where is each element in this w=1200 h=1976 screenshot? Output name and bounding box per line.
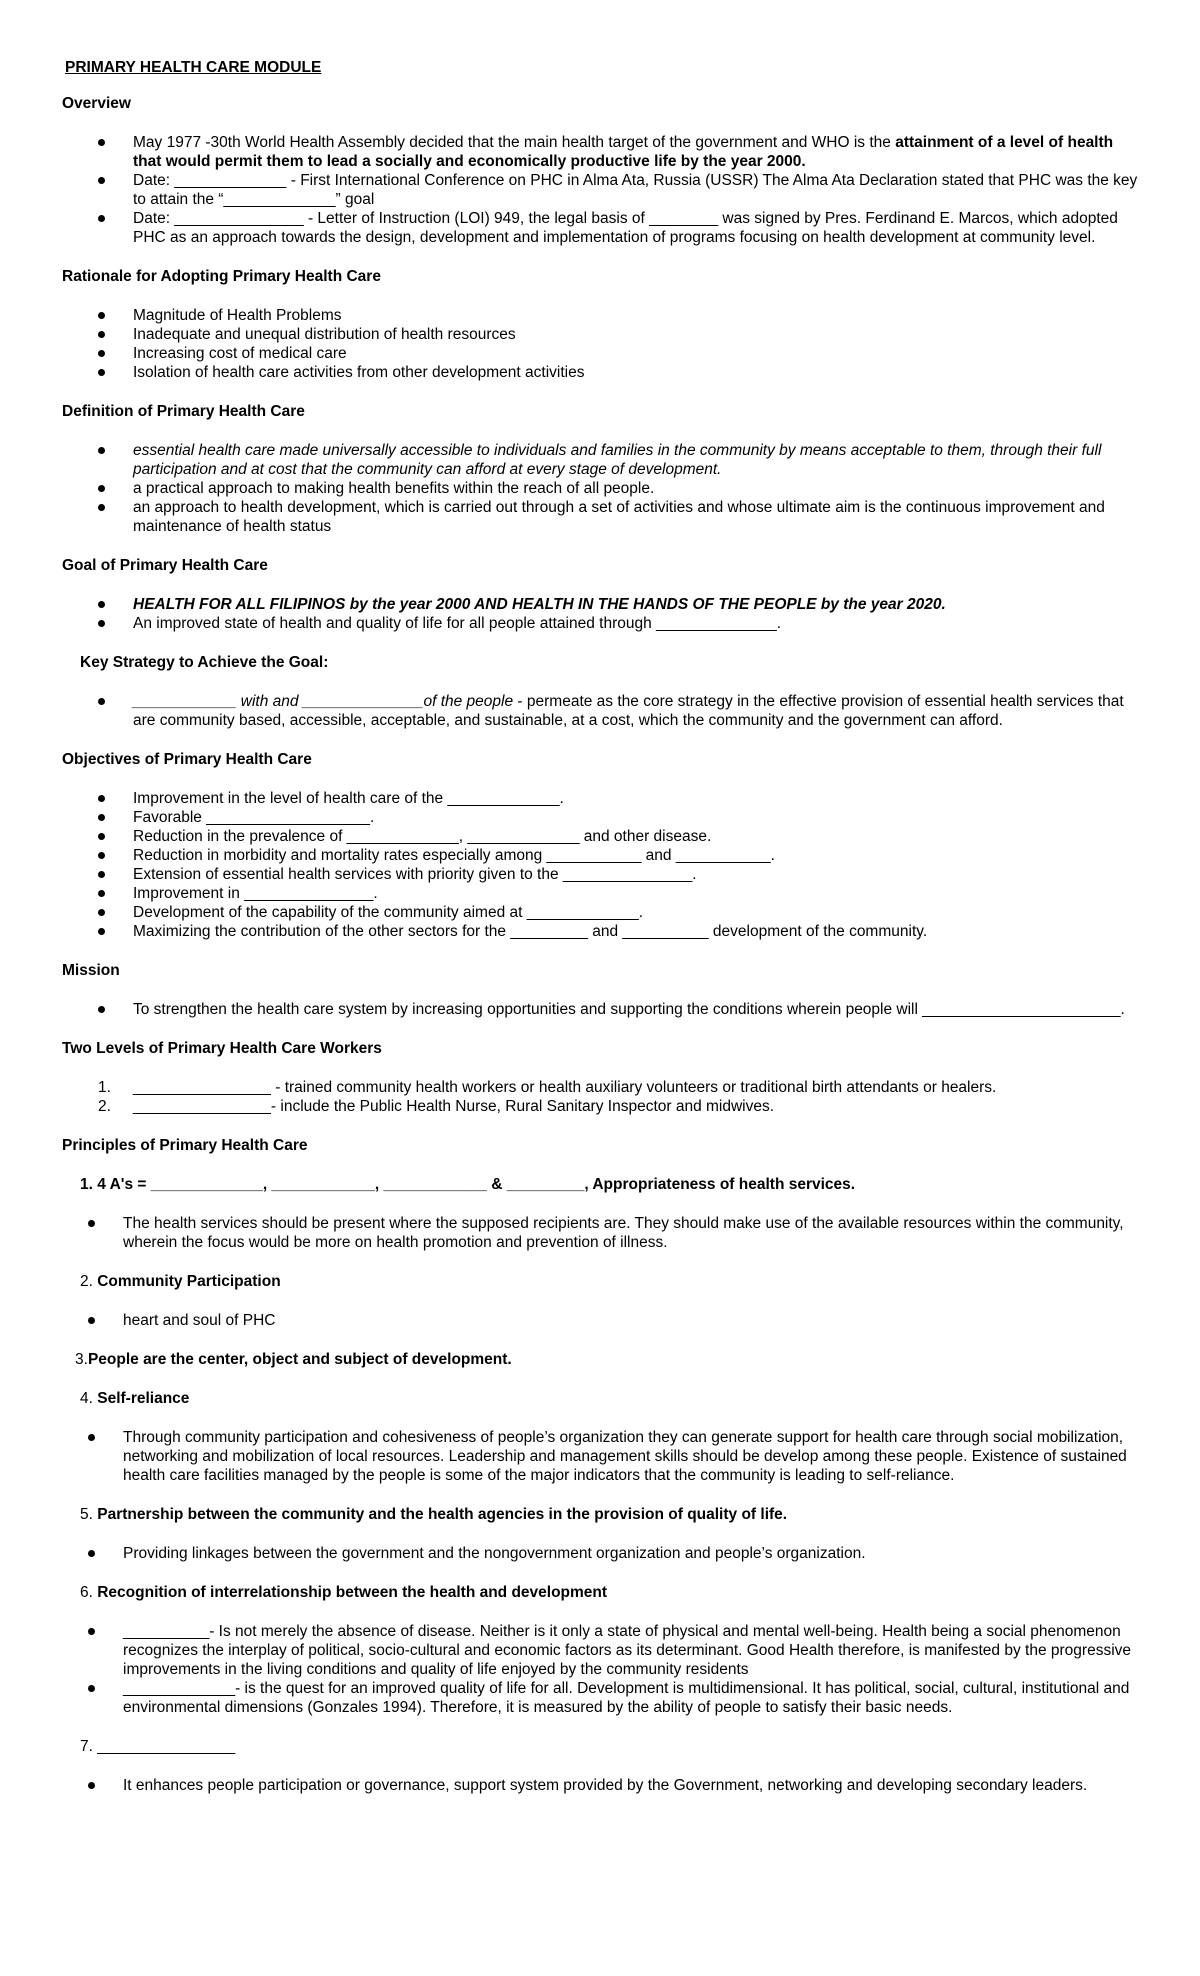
principle-1-list (62, 1214, 1142, 1252)
list-item: The health services should be present where the supposed recipients are. They should make use of the available resources within the community, wherein the focus would be more on health promotion and prevention of illness. (62, 1214, 1142, 1252)
principle-5-list (62, 1544, 1142, 1563)
overview-heading: Overview (62, 95, 131, 112)
principle-self-reliance: 4. Self-reliance (80, 1390, 190, 1407)
list-item: heart and soul of PHC (62, 1311, 1142, 1330)
list-item: essential health care made universally accessible to individuals and families in the community by means acceptable to them, through their full participation and at cost that the community can afford at every stage of development. (62, 441, 1142, 479)
list-item: Through community participation and cohesiveness of people’s organization they can generate support for health care through social mobilization, networking and mobilization of local resources. Leadership and management skills should be develop among these people. Existence of sustained health care facilities managed by the people is some of the major indicators that the community is leading to self-reliance. (62, 1428, 1142, 1485)
principle-6-list (62, 1622, 1142, 1717)
definition-heading: Definition of Primary Health Care (62, 403, 305, 420)
objectives-heading: Objectives of Primary Health Care (62, 751, 312, 768)
rationale-list (62, 306, 1142, 382)
principle-community-participation: 2. Community Participation (80, 1273, 281, 1290)
list-item: Providing linkages between the government and the nongovernment organization and people’s organization. (62, 1544, 1142, 1563)
list-item: Increasing cost of medical care (62, 344, 1142, 363)
list-item: Isolation of health care activities from other development activities (62, 363, 1142, 382)
list-item: HEALTH FOR ALL FILIPINOS by the year 2000 AND HEALTH IN THE HANDS OF THE PEOPLE by the year 2020. (62, 595, 1142, 614)
principle-people-center: 3.People are the center, object and subject of development. (75, 1351, 512, 1368)
list-item: Inadequate and unequal distribution of health resources (62, 325, 1142, 344)
levels-heading: Two Levels of Primary Health Care Workers (62, 1040, 382, 1057)
list-item: An improved state of health and quality of life for all people attained through ______________. (62, 614, 1142, 633)
list-item: _____________- is the quest for an improved quality of life for all. Development is multidimensional. It has political, social, cultural, institutional and environmental dimensions (Gonzales 1994). Therefore, it is measured by the ability of people to satisfy their basic needs. (62, 1679, 1142, 1717)
list-item: Date: _____________ - First International Conference on PHC in Alma Ata, Russia (USSR) The Alma Ata Declaration stated that PHC was the key to attain the “_____________” goal (62, 171, 1142, 209)
goal-list (62, 595, 1142, 633)
list-item: To strengthen the health care system by increasing opportunities and supporting the conditions wherein people will _______________________. (62, 1000, 1142, 1019)
principle-4-list (62, 1428, 1142, 1485)
strategy-list (62, 692, 1142, 730)
objectives-list (62, 789, 1142, 941)
document-page (62, 58, 1142, 1815)
list-item: Improvement in _______________. (62, 884, 1142, 903)
list-item: Maximizing the contribution of the other sectors for the _________ and __________ development of the community. (62, 922, 1142, 941)
principle-2-list (62, 1311, 1142, 1330)
key-strategy-heading: Key Strategy to Achieve the Goal: (80, 654, 329, 671)
principle-4-as: 1. 4 A's = _____________, ____________, ____________ & _________, Appropriateness of health services. (80, 1176, 856, 1193)
list-item: May 1977 -30th World Health Assembly decided that the main health target of the government and WHO is the attainment of a level of health that would permit them to lead a socially and economically productive life by the year 2000. (62, 133, 1142, 171)
list-item: __________- Is not merely the absence of disease. Neither is it only a state of physical and mental well-being. Health being a social phenomenon recognizes the interplay of political, socio-cultural and economic factors as its determinant. Good Health therefore, is manifested by the progressive improvements in the living conditions and quality of life enjoyed by the community residents (62, 1622, 1142, 1679)
principle-7: 7. ________________ (80, 1738, 236, 1755)
list-item: Favorable ___________________. (62, 808, 1142, 827)
principle-partnership: 5. Partnership between the community and the health agencies in the provision of quality of life. (80, 1506, 788, 1523)
list-item: 2. ________________- include the Public Health Nurse, Rural Sanitary Inspector and midwives. (98, 1098, 775, 1115)
document-title: PRIMARY HEALTH CARE MODULE (65, 59, 322, 76)
list-item: 1. ________________ - trained community health workers or health auxiliary volunteers or traditional birth attendants or healers. (98, 1079, 997, 1096)
list-item: It enhances people participation or governance, support system provided by the Government, networking and developing secondary leaders. (62, 1776, 1142, 1795)
mission-heading: Mission (62, 962, 120, 979)
list-item: Reduction in the prevalence of _____________, _____________ and other disease. (62, 827, 1142, 846)
principles-heading: Principles of Primary Health Care (62, 1137, 308, 1154)
list-item: Date: _______________ - Letter of Instruction (LOI) 949, the legal basis of ________ was signed by Pres. Ferdinand E. Marcos, which adopted PHC as an approach towards the design, development and implementation of programs focusing on health development at community level. (62, 209, 1142, 247)
list-item: Improvement in the level of health care of the _____________. (62, 789, 1142, 808)
mission-list (62, 1000, 1142, 1019)
list-item: an approach to health development, which is carried out through a set of activities and whose ultimate aim is the continuous improvement and maintenance of health status (62, 498, 1142, 536)
list-item: Magnitude of Health Problems (62, 306, 1142, 325)
levels-list (62, 1078, 1142, 1116)
list-item: Extension of essential health services with priority given to the _______________. (62, 865, 1142, 884)
list-item: a practical approach to making health benefits within the reach of all people. (62, 479, 1142, 498)
goal-heading: Goal of Primary Health Care (62, 557, 268, 574)
definition-list (62, 441, 1142, 536)
list-item: Development of the capability of the community aimed at _____________. (62, 903, 1142, 922)
principle-interrelationship: 6. Recognition of interrelationship between the health and development (80, 1584, 608, 1601)
rationale-heading: Rationale for Adopting Primary Health Care (62, 268, 381, 285)
list-item: ____________ with and ______________of the people - permeate as the core strategy in the effective provision of essential health services that are community based, accessible, acceptable, and sustainable, at a cost, which the community and the government can afford. (62, 692, 1142, 730)
principle-7-list (62, 1776, 1142, 1795)
overview-list (62, 133, 1142, 247)
list-item: Reduction in morbidity and mortality rates especially among ___________ and ___________. (62, 846, 1142, 865)
